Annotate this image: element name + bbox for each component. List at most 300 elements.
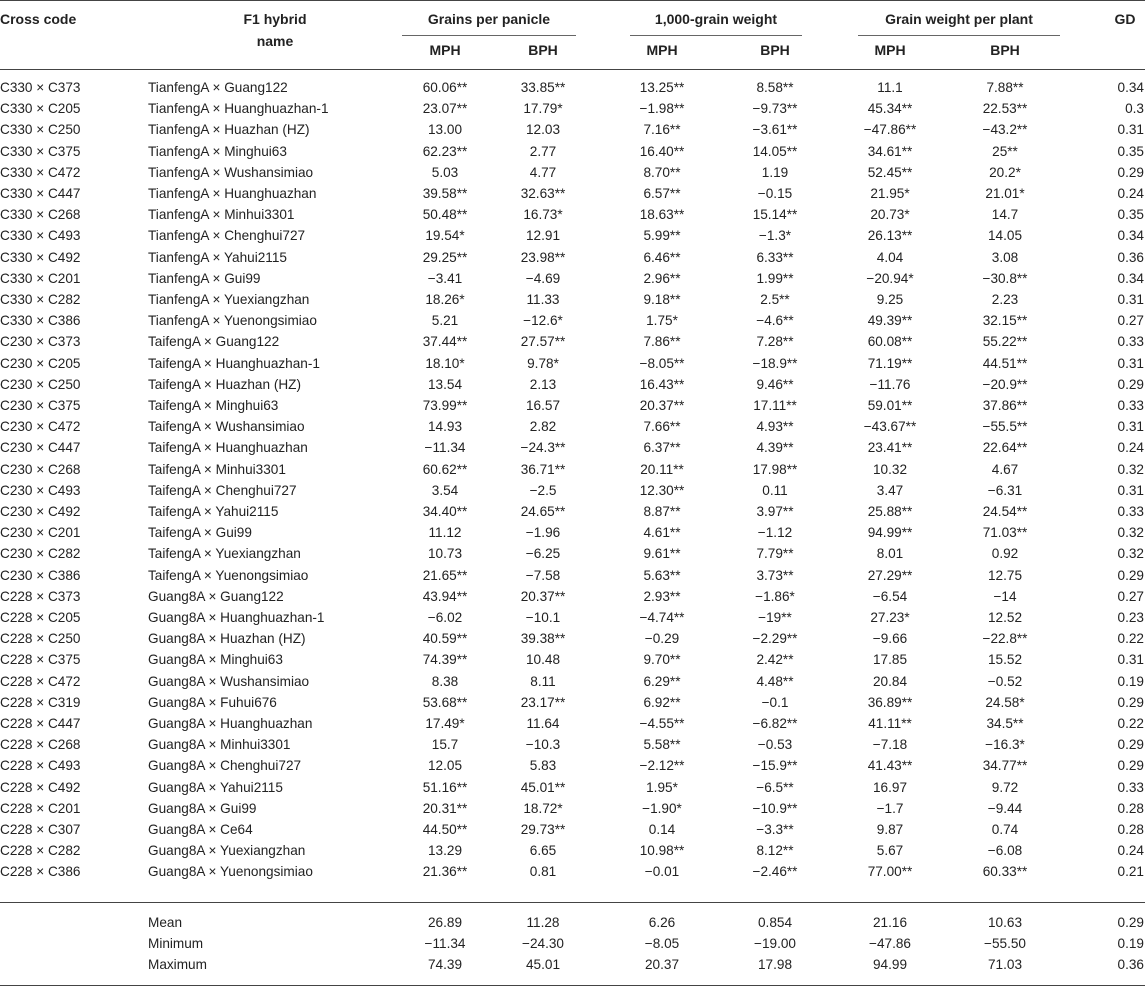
cell-tgw-mph: −8.05** [639, 355, 685, 371]
cell-gpp-mph: 14.93 [427, 419, 463, 435]
cell-gpp-bph: 11.33 [526, 292, 560, 307]
cell-gwp-bph: −22.8** [982, 631, 1028, 647]
cell-gwp-bph: 7.88** [986, 80, 1024, 95]
cell-cross-code: C230 × C375 [0, 398, 81, 413]
cell-tgw-bph: 7.28** [756, 334, 794, 350]
cell-tgw-mph: 20.37 [644, 957, 680, 972]
cell-gwp-bph: 15.52 [987, 652, 1023, 668]
header-f1-name: name [256, 33, 294, 49]
cell-gd: 0.28 [1117, 800, 1144, 816]
summary-rule [0, 902, 1145, 903]
cell-f1-hybrid-name: TianfengA × Yuenongsimiao [148, 313, 317, 329]
cell-tgw-mph: 16.43** [639, 376, 685, 392]
cell-tgw-mph: 9.61** [643, 546, 681, 562]
cell-gpp-mph: 3.54 [431, 482, 459, 498]
cell-gd: 0.29 [1117, 737, 1144, 753]
cell-gwp-bph: 25** [992, 143, 1018, 159]
cell-gd: 0.32 [1117, 461, 1144, 477]
cell-gpp-bph: −7.58 [525, 567, 561, 583]
cell-cross-code: C330 × C205 [0, 101, 81, 117]
cell-gwp-bph: −30.8** [982, 270, 1028, 286]
cell-tgw-mph: −1.98** [639, 101, 685, 117]
cell-f1-hybrid-name: Minimum [148, 936, 204, 951]
cell-gpp-mph: 60.06** [422, 80, 468, 95]
cell-tgw-bph: 4.93** [756, 419, 794, 435]
cell-gwp-bph: 55.22** [982, 334, 1028, 350]
cell-gpp-bph: 12.91 [525, 228, 561, 244]
subheader-gwp-mph: MPH [874, 42, 906, 58]
cell-tgw-mph: −0.29 [644, 631, 680, 647]
cell-gpp-bph: 45.01 [525, 957, 561, 972]
cell-tgw-mph: 5.58** [643, 737, 681, 753]
cell-gd: 0.32 [1117, 525, 1144, 541]
cell-gpp-bph: 23.98** [520, 249, 566, 265]
cell-tgw-bph: −2.46** [752, 864, 798, 880]
cell-gwp-mph: 41.43** [867, 758, 913, 774]
cell-gpp-bph: 16.57 [525, 398, 561, 413]
cell-cross-code: C230 × C386 [0, 567, 81, 583]
cell-f1-hybrid-name: TianfengA × Chenghui727 [148, 228, 306, 244]
cell-f1-hybrid-name: TianfengA × Huanghuazhan-1 [148, 101, 329, 117]
cell-tgw-mph: 9.18** [643, 292, 681, 307]
cell-f1-hybrid-name: TianfengA × Yahui2115 [148, 249, 287, 265]
header-gd: GD [1114, 11, 1136, 27]
cell-gpp-mph: −11.34 [424, 440, 466, 456]
cell-cross-code: C228 × C282 [0, 843, 81, 859]
cell-f1-hybrid-name: TaifengA × Huanghuazhan [148, 440, 308, 456]
cell-gpp-bph: 2.77 [529, 143, 557, 159]
cell-gpp-bph: −10.3 [525, 737, 561, 753]
cell-tgw-bph: −9.73** [752, 101, 798, 117]
cell-gd: 0.34 [1117, 228, 1144, 244]
cell-f1-hybrid-name: TaifengA × Guang122 [148, 334, 280, 350]
cell-f1-hybrid-name: Maximum [148, 957, 207, 972]
cell-tgw-bph: 17.11** [753, 398, 797, 413]
cell-f1-hybrid-name: TianfengA × Minhui3301 [148, 207, 295, 223]
cell-tgw-mph: 20.11** [640, 461, 684, 477]
cell-gwp-bph: −20.9** [982, 376, 1028, 392]
cell-gd: 0.19 [1117, 673, 1144, 689]
cell-cross-code: C230 × C447 [0, 440, 81, 456]
cell-gd: 0.29 [1117, 567, 1144, 583]
cell-cross-code: C228 × C307 [0, 822, 81, 837]
cell-gd: 0.22 [1117, 716, 1144, 731]
cell-gpp-mph: 34.40** [422, 504, 468, 519]
cell-tgw-bph: 17.98 [757, 957, 793, 972]
cell-f1-hybrid-name: TianfengA × Gui99 [148, 270, 261, 286]
cell-gwp-mph: 27.29** [867, 567, 913, 583]
cell-gwp-bph: 22.53** [982, 101, 1028, 117]
cell-tgw-bph: −18.9** [752, 355, 798, 371]
cell-tgw-bph: 15.14** [752, 207, 798, 223]
cell-cross-code: C228 × C250 [0, 631, 81, 647]
cell-cross-code: C228 × C493 [0, 758, 81, 774]
cell-cross-code: C230 × C268 [0, 461, 81, 477]
cell-gpp-mph: 15.7 [431, 737, 459, 753]
cell-tgw-mph: 10.98** [639, 843, 685, 859]
cell-gwp-bph: 21.01* [985, 186, 1025, 201]
cell-gwp-mph: −20.94* [866, 270, 914, 286]
cell-f1-hybrid-name: Guang8A × Minghui63 [148, 652, 283, 668]
cell-gpp-mph: 74.39 [427, 957, 463, 972]
cell-gd: 0.27 [1117, 313, 1144, 329]
cell-gwp-mph: −47.86 [869, 936, 911, 951]
group-rule-grain-weight-per-plant [858, 35, 1060, 36]
cell-tgw-mph: 20.37** [639, 398, 685, 413]
cell-tgw-bph: −3.61** [752, 122, 798, 138]
cell-gpp-mph: 60.62** [422, 461, 468, 477]
cell-gpp-bph: 23.17** [520, 694, 566, 710]
cell-tgw-mph: 8.70** [643, 164, 681, 180]
cell-gwp-mph: −6.54 [872, 588, 908, 604]
cell-tgw-bph: 0.11 [762, 482, 788, 498]
cell-cross-code: C230 × C282 [0, 546, 81, 562]
cell-gpp-mph: 10.73 [427, 546, 463, 562]
cell-gwp-mph: 52.45** [867, 164, 913, 180]
cell-gpp-mph: 11.12 [428, 525, 462, 541]
cell-tgw-mph: −0.01 [644, 864, 680, 880]
cell-gwp-bph: 12.75 [987, 567, 1023, 583]
cell-tgw-bph: 2.5** [760, 292, 790, 307]
cell-tgw-bph: 4.48** [756, 673, 794, 689]
cell-gd: 0.3 [1125, 101, 1144, 117]
cell-tgw-mph: 7.86** [643, 334, 681, 350]
cell-gpp-mph: −6.02 [427, 610, 463, 625]
cell-gpp-bph: −10.1 [525, 610, 561, 625]
cell-tgw-bph: −1.86* [755, 588, 795, 604]
cell-f1-hybrid-name: Guang8A × Wushansimiao [148, 673, 310, 689]
cell-cross-code: C230 × C472 [0, 419, 81, 435]
cell-gpp-bph: −24.30 [522, 936, 564, 951]
cell-gpp-mph: 21.36** [422, 864, 468, 880]
cell-f1-hybrid-name: TianfengA × Yuexiangzhan [148, 292, 310, 307]
cell-gd: 0.21 [1117, 864, 1144, 880]
cell-gpp-bph: −12.6* [523, 313, 563, 329]
cell-gwp-bph: 60.33** [982, 864, 1028, 880]
cell-gwp-bph: −9.44 [987, 800, 1023, 816]
cell-tgw-bph: −2.29** [752, 631, 798, 647]
cell-tgw-bph: −19.00 [754, 936, 796, 951]
cell-f1-hybrid-name: TianfengA × Guang122 [148, 80, 288, 95]
cell-gpp-bph: 33.85** [520, 80, 566, 95]
cell-cross-code: C228 × C472 [0, 673, 81, 689]
cell-tgw-bph: −3.3** [756, 822, 794, 837]
cell-gd: 0.22 [1117, 631, 1144, 647]
cell-f1-hybrid-name: TaifengA × Gui99 [148, 525, 252, 541]
cell-gwp-mph: 11.1 [877, 80, 903, 95]
cell-f1-hybrid-name: Guang8A × Yuexiangzhan [148, 843, 306, 859]
top-rule [0, 0, 1145, 1]
cell-gd: 0.29 [1117, 758, 1144, 774]
cell-tgw-bph: −0.53 [757, 737, 793, 753]
cell-gpp-bph: 45.01** [520, 779, 566, 795]
cell-cross-code: C228 × C375 [0, 652, 81, 668]
cell-cross-code: C230 × C201 [0, 525, 81, 541]
cell-gpp-mph: 43.94** [422, 588, 468, 604]
cell-gpp-mph: 17.49* [425, 716, 465, 731]
cell-gd: 0.31 [1117, 419, 1144, 435]
cell-tgw-bph: −6.82** [752, 716, 798, 731]
cell-tgw-bph: 3.73** [756, 567, 794, 583]
cell-f1-hybrid-name: Guang8A × Huanghuazhan-1 [148, 610, 325, 625]
cell-gwp-mph: 36.89** [867, 694, 913, 710]
cell-gd: 0.31 [1117, 355, 1144, 371]
cell-cross-code: C330 × C268 [0, 207, 81, 223]
cell-f1-hybrid-name: TaifengA × Minghui63 [148, 398, 279, 413]
cell-gwp-mph: −11.76 [869, 376, 911, 392]
cell-tgw-mph: 6.46** [643, 249, 681, 265]
cell-gd: 0.33 [1117, 334, 1144, 350]
cell-f1-hybrid-name: TianfengA × Huanghuazhan [148, 186, 317, 201]
cell-gpp-bph: 17.79* [523, 101, 563, 117]
cell-tgw-mph: −4.55** [639, 716, 685, 731]
cell-cross-code: C228 × C205 [0, 610, 81, 625]
cell-gpp-bph: −1.96 [525, 525, 561, 541]
cell-gpp-mph: 53.68** [422, 694, 468, 710]
cell-gwp-mph: 27.23* [870, 610, 910, 625]
cell-cross-code: C330 × C201 [0, 270, 81, 286]
cell-f1-hybrid-name: TaifengA × Wushansimiao [148, 419, 305, 435]
cell-cross-code: C228 × C201 [0, 800, 81, 816]
cell-tgw-mph: 2.93** [643, 588, 681, 604]
cell-gwp-bph: 20.2* [989, 164, 1021, 180]
cell-gpp-bph: 39.38** [520, 631, 566, 647]
cell-gwp-bph: −14 [993, 588, 1017, 604]
cell-gpp-mph: 39.58** [422, 186, 468, 201]
cell-cross-code: C228 × C268 [0, 737, 81, 753]
cell-gpp-mph: 40.59** [422, 631, 468, 647]
cell-gpp-mph: 62.23** [422, 143, 468, 159]
cell-gpp-bph: 8.11 [530, 673, 556, 689]
cell-gpp-bph: 27.57** [520, 334, 566, 350]
cell-gwp-mph: 45.34** [867, 101, 913, 117]
cell-gd: 0.33 [1117, 398, 1144, 413]
cell-f1-hybrid-name: TaifengA × Yuexiangzhan [148, 546, 301, 562]
cell-gwp-mph: 10.32 [872, 461, 908, 477]
cell-gwp-mph: 8.01 [876, 546, 904, 562]
cell-gwp-bph: 37.86** [982, 398, 1028, 413]
cell-f1-hybrid-name: Guang8A × Yuenongsimiao [148, 864, 313, 880]
cell-gwp-bph: 9.72 [991, 779, 1019, 795]
cell-cross-code: C228 × C447 [0, 716, 81, 731]
cell-tgw-mph: 7.66** [643, 419, 681, 435]
cell-cross-code: C228 × C492 [0, 779, 81, 795]
cell-gwp-bph: 12.52 [987, 610, 1023, 625]
header-cross-code: Cross code [0, 11, 77, 27]
cell-gwp-mph: 59.01** [867, 398, 913, 413]
cell-tgw-bph: 6.33** [756, 249, 794, 265]
cell-gwp-mph: 5.67 [876, 843, 904, 859]
cell-gpp-bph: 12.03 [525, 122, 561, 138]
cell-gwp-mph: 94.99** [867, 525, 913, 541]
cell-gwp-mph: 21.16 [872, 915, 908, 930]
cell-gwp-bph: −55.50 [984, 936, 1026, 951]
cell-tgw-bph: −15.9** [752, 758, 798, 774]
cell-gwp-bph: 14.7 [991, 207, 1019, 223]
cell-gd: 0.19 [1117, 936, 1144, 951]
header-grain-weight-per-plant: Grain weight per plant [885, 11, 1033, 27]
cell-tgw-bph: −10.9** [752, 800, 798, 816]
cell-f1-hybrid-name: TaifengA × Huanghuazhan-1 [148, 355, 320, 371]
cell-gd: 0.36 [1117, 249, 1144, 265]
cell-gpp-bph: 2.82 [529, 419, 557, 435]
cell-tgw-mph: −4.74** [639, 610, 685, 625]
cell-gwp-bph: −6.31 [987, 482, 1023, 498]
cell-gwp-mph: 25.88** [867, 504, 913, 519]
cell-gwp-bph: −16.3* [985, 737, 1025, 753]
cell-gd: 0.33 [1117, 779, 1144, 795]
cell-gpp-mph: 18.10* [425, 355, 465, 371]
cell-cross-code: C230 × C373 [0, 334, 81, 350]
cell-tgw-bph: −6.5** [756, 779, 794, 795]
cell-gpp-mph: 37.44** [422, 334, 468, 350]
cell-f1-hybrid-name: TaifengA × Yahui2115 [148, 504, 279, 519]
cell-f1-hybrid-name: TianfengA × Wushansimiao [148, 164, 314, 180]
cell-gpp-bph: 11.64 [526, 716, 560, 731]
cell-tgw-mph: 0.14 [648, 822, 676, 837]
cell-gwp-bph: 71.03** [982, 525, 1028, 541]
cell-gwp-mph: −1.7 [876, 800, 904, 816]
cell-gd: 0.31 [1117, 482, 1144, 498]
cell-gwp-bph: 4.67 [991, 461, 1019, 477]
cell-gwp-mph: 23.41** [867, 440, 913, 456]
cell-tgw-mph: −8.05 [644, 936, 680, 951]
cell-gwp-mph: 21.95* [870, 186, 910, 201]
cell-gwp-bph: 0.92 [991, 546, 1019, 562]
cell-gpp-mph: 8.38 [431, 673, 459, 689]
cell-gpp-bph: 36.71** [520, 461, 566, 477]
cell-tgw-mph: 6.37** [643, 440, 681, 456]
cell-gwp-mph: 3.47 [876, 482, 904, 498]
cell-cross-code: C330 × C447 [0, 186, 81, 201]
cell-gpp-mph: 5.21 [431, 313, 459, 329]
cell-cross-code: C330 × C373 [0, 80, 81, 95]
cell-gpp-mph: 18.26* [425, 292, 465, 307]
cell-gwp-bph: −43.2** [982, 122, 1028, 138]
cell-f1-hybrid-name: Guang8A × Ce64 [148, 822, 253, 837]
cell-gpp-bph: 4.77 [529, 164, 557, 180]
cell-gwp-mph: 49.39** [867, 313, 913, 329]
cell-tgw-bph: 1.19 [761, 164, 789, 180]
cell-tgw-bph: −1.3* [758, 228, 792, 244]
cell-tgw-bph: 14.05** [752, 143, 798, 159]
cell-gwp-bph: 3.08 [991, 249, 1019, 265]
cell-gwp-bph: −6.08 [987, 843, 1023, 859]
cell-gd: 0.29 [1117, 915, 1144, 930]
cell-gpp-bph: 16.73* [523, 207, 563, 223]
subheader-gpp-bph: BPH [528, 42, 558, 58]
cell-gwp-mph: 60.08** [867, 334, 913, 350]
cell-gwp-mph: 71.19** [867, 355, 913, 371]
cell-gwp-mph: 4.04 [876, 249, 904, 265]
cell-cross-code: C330 × C493 [0, 228, 81, 244]
cell-gd: 0.34 [1117, 270, 1144, 286]
cell-tgw-mph: 18.63** [639, 207, 685, 223]
cell-gwp-mph: 34.61** [867, 143, 913, 159]
header-bottom-rule [0, 69, 1145, 70]
cell-gpp-bph: 29.73** [520, 822, 566, 837]
cell-cross-code: C330 × C250 [0, 122, 81, 138]
header-f1-hybrid: F1 hybrid [243, 11, 307, 27]
cell-gwp-bph: 10.63 [987, 915, 1023, 930]
cell-gwp-bph: 24.54** [982, 504, 1028, 519]
subheader-tgw-mph: MPH [646, 42, 678, 58]
cell-gwp-mph: −9.66 [872, 631, 908, 647]
cell-tgw-bph: −1.12 [757, 525, 793, 541]
cell-gpp-mph: −11.34 [424, 936, 466, 951]
cell-gd: 0.32 [1117, 546, 1144, 562]
cell-f1-hybrid-name: TaifengA × Minhui3301 [148, 461, 286, 477]
cell-gwp-bph: 0.74 [991, 822, 1019, 837]
cell-gd: 0.24 [1117, 440, 1144, 456]
cell-tgw-mph: 6.92** [643, 694, 681, 710]
cell-tgw-bph: 0.854 [757, 915, 793, 930]
cell-tgw-bph: 2.42** [756, 652, 794, 668]
cell-gd: 0.36 [1117, 957, 1144, 972]
cell-cross-code: C330 × C492 [0, 249, 81, 265]
cell-f1-hybrid-name: Guang8A × Huanghuazhan [148, 716, 313, 731]
cell-gd: 0.35 [1117, 143, 1144, 159]
cell-gwp-mph: −47.86** [863, 122, 917, 138]
cell-cross-code: C330 × C282 [0, 292, 81, 307]
cell-gwp-bph: −55.5** [982, 419, 1028, 435]
cell-gpp-mph: 51.16** [422, 779, 468, 795]
cell-gd: 0.23 [1117, 610, 1144, 625]
cell-gpp-bph: 32.63** [520, 186, 566, 201]
cell-tgw-mph: 1.75* [646, 313, 678, 329]
cell-tgw-mph: 9.70** [643, 652, 681, 668]
cell-f1-hybrid-name: Guang8A × Guang122 [148, 588, 284, 604]
cell-tgw-bph: 3.97** [756, 504, 794, 519]
cell-gd: 0.28 [1117, 822, 1144, 837]
cell-gwp-bph: 2.23 [991, 292, 1019, 307]
cell-tgw-mph: 4.61** [643, 525, 681, 541]
cell-gd: 0.35 [1117, 207, 1144, 223]
cell-gd: 0.29 [1117, 164, 1144, 180]
cell-gwp-mph: 9.25 [876, 292, 904, 307]
cell-tgw-bph: −0.1 [761, 694, 789, 710]
cell-f1-hybrid-name: TaifengA × Huazhan (HZ) [148, 376, 302, 392]
cell-gpp-mph: 19.54* [425, 228, 465, 244]
cell-cross-code: C230 × C205 [0, 355, 81, 371]
cell-gpp-bph: 6.65 [529, 843, 557, 859]
cell-gpp-mph: 23.07** [422, 101, 468, 117]
cell-tgw-mph: 16.40** [639, 143, 685, 159]
cell-gpp-mph: 73.99** [422, 398, 468, 413]
cell-gpp-bph: 2.13 [529, 376, 557, 392]
cell-gpp-mph: 26.89 [427, 915, 463, 930]
cell-f1-hybrid-name: TianfengA × Huazhan (HZ) [148, 122, 310, 138]
cell-gpp-mph: −3.41 [427, 270, 463, 286]
cell-gwp-mph: 20.84 [872, 673, 908, 689]
cell-f1-hybrid-name: Guang8A × Chenghui727 [148, 758, 302, 774]
cell-gpp-bph: 11.28 [526, 915, 560, 930]
cell-f1-hybrid-name: Guang8A × Minhui3301 [148, 737, 291, 753]
cell-gpp-bph: −4.69 [525, 270, 561, 286]
cell-gpp-mph: 20.31** [422, 800, 468, 816]
cell-gpp-bph: −24.3** [520, 440, 566, 456]
cell-gd: 0.29 [1117, 694, 1144, 710]
group-rule-1000-grain-weight [630, 35, 802, 36]
cell-tgw-mph: 6.26 [648, 915, 676, 930]
cell-f1-hybrid-name: TianfengA × Minghui63 [148, 143, 287, 159]
cell-cross-code: C228 × C319 [0, 694, 81, 710]
cell-gd: 0.31 [1117, 122, 1144, 138]
cell-gpp-mph: 44.50** [422, 822, 468, 837]
cell-gwp-mph: 9.87 [876, 822, 904, 837]
cell-tgw-mph: 2.96** [643, 270, 681, 286]
cell-f1-hybrid-name: Guang8A × Fuhui676 [148, 694, 277, 710]
